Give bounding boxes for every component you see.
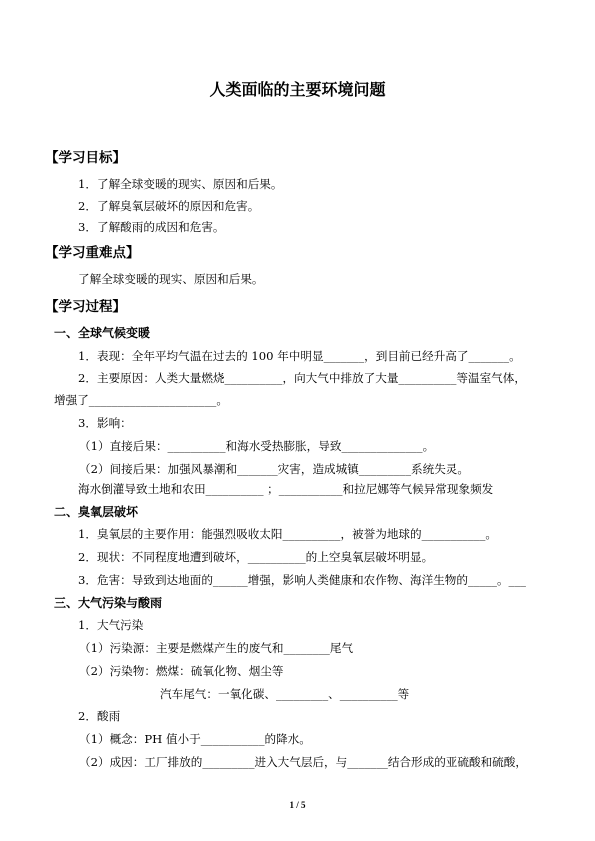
keypoints-text: 了解全球变暖的现实、原因和后果。 — [78, 272, 264, 286]
text-line: 汽车尾气：一氧化碳、_________、__________等 — [160, 687, 410, 701]
section-heading-process: 【学习过程】 — [45, 299, 126, 315]
text-line: 1．表现：全年平均气温在过去的 100 年中明显_______，到目前已经升高了_______。 — [78, 349, 521, 363]
text-line: 2．主要原因：人类大量燃烧__________，向大气中排放了大量__________等温室气体， — [78, 371, 526, 385]
text-line: 增强了______________________。 — [54, 393, 228, 407]
text-line: （2）污染物：燃煤：硫氧化物、烟尘等 — [79, 664, 284, 678]
goal-item: 2．了解臭氧层破坏的原因和危害。 — [78, 199, 260, 213]
text-line: （1）概念：PH 值小于___________的降水。 — [79, 732, 311, 746]
section-heading-goals: 【学习目标】 — [45, 150, 126, 166]
text-line: 3．影响： — [78, 416, 132, 430]
subsection-heading-air-pollution: 三、大气污染与酸雨 — [54, 596, 163, 610]
subsection-heading-global-warming: 一、全球气候变暖 — [54, 326, 151, 340]
goal-item: 1．了解全球变暖的现实、原因和后果。 — [78, 177, 283, 191]
section-heading-keypoints: 【学习重难点】 — [45, 245, 140, 261]
text-line: 海水倒灌导致土地和农田__________ ；___________和拉尼娜等气候异常现象频发 — [78, 482, 494, 496]
page-number: 1 / 5 — [289, 800, 306, 810]
text-line: 3．危害：导致到达地面的______增强，影响人类健康和农作物、海洋生物的_____。___ — [78, 573, 526, 587]
goal-item: 3．了解酸雨的成因和危害。 — [78, 220, 225, 234]
text-line: 2．现状：不同程度地遭到破坏，__________的上空臭氧层破坏明显。 — [78, 550, 434, 564]
text-line: 1．臭氧层的主要作用：能强烈吸收太阳__________，被誉为地球的___________。 — [78, 527, 497, 541]
text-line: （2）成因：工厂排放的_________进入大气层后，与_______结合形成的亚硫酸和硫酸， — [79, 755, 527, 769]
text-line: 1．大气污染 — [78, 618, 144, 632]
document-title: 人类面临的主要环境问题 — [209, 80, 386, 99]
text-line: （1）污染源：主要是燃煤产生的废气和________尾气 — [79, 641, 354, 655]
text-line: （1）直接后果：__________和海水受热膨胀，导致______________。 — [79, 439, 435, 453]
text-line: 2．酸雨 — [78, 709, 121, 723]
subsection-heading-ozone: 二、臭氧层破坏 — [54, 505, 139, 519]
text-line: （2）间接后果：加强风暴潮和_______灾害，造成城镇_________系统失灵。 — [79, 462, 469, 476]
